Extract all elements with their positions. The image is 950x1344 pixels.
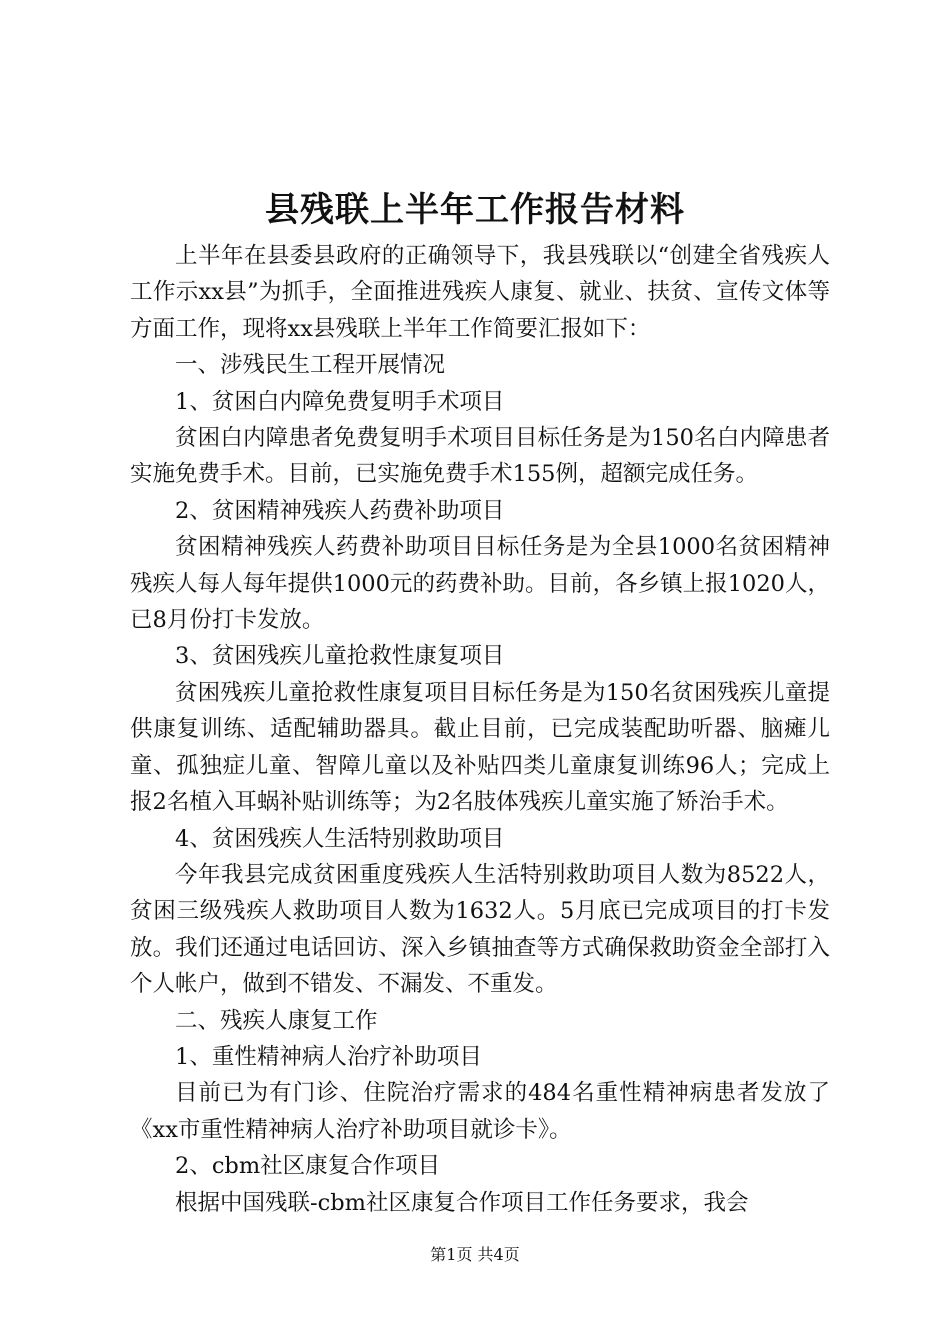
- paragraph: 目前已为有门诊、住院治疗需求的484名重性精神病患者发放了《xx市重性精神病人治疗补助项目就诊卡》。: [130, 1080, 830, 1143]
- subsection-heading: 1、贫困白内障免费复明手术项目: [175, 388, 505, 415]
- paragraph: 根据中国残联-cbm社区康复合作项目工作任务要求，我会: [175, 1189, 749, 1216]
- paragraph: 贫困精神残疾人药费补助项目目标任务是为全县1000名贫困精神残疾人每人每年提供1000元的药费补助。目前，各乡镇上报1020人，已8月份打卡发放。: [130, 534, 830, 634]
- section-heading: 一、涉残民生工程开展情况: [175, 352, 446, 379]
- paragraph-intro: 上半年在县委县政府的正确领导下，我县残联以“创建全省残疾人工作示xx县”为抓手，全面推进残疾人康复、就业、扶贫、宣传文体等方面工作，现将xx县残联上半年工作简要汇报如下：: [130, 243, 830, 342]
- page-number-footer: 第1页 共4页: [430, 1245, 520, 1264]
- section-heading: 二、残疾人康复工作: [175, 1007, 378, 1034]
- subsection-heading: 2、贫困精神残疾人药费补助项目: [175, 497, 505, 524]
- subsection-heading: 2、cbm社区康复合作项目: [175, 1153, 441, 1180]
- subsection-heading: 3、贫困残疾儿童抢救性康复项目: [175, 643, 505, 670]
- subsection-heading: 4、贫困残疾人生活特别救助项目: [175, 825, 505, 852]
- paragraph: 贫困残疾儿童抢救性康复项目目标任务是为150名贫困残疾儿童提供康复训练、适配辅助器具。截止目前，已完成装配助听器、脑瘫儿童、孤独症儿童、智障儿童以及补贴四类儿童康复训练96人；完成上报2名植入耳蜗补贴训练等；为2名肢体残疾儿童实施了矫治手术。: [130, 679, 830, 816]
- paragraph: 贫困白内障患者免费复明手术项目目标任务是为150名白内障患者实施免费手术。目前，已实施免费手术155例，超额完成任务。: [130, 425, 830, 488]
- document-title: 县残联上半年工作报告材料: [265, 190, 685, 230]
- document-body: [130, 238, 830, 1221]
- paragraph: 今年我县完成贫困重度残疾人生活特别救助项目人数为8522人，贫困三级残疾人救助项目人数为1632人。5月底已完成项目的打卡发放。我们还通过电话回访、深入乡镇抽查等方式确保救助资金全部打入个人帐户，做到不错发、不漏发、不重发。: [130, 861, 830, 998]
- subsection-heading: 1、重性精神病人治疗补助项目: [175, 1043, 482, 1070]
